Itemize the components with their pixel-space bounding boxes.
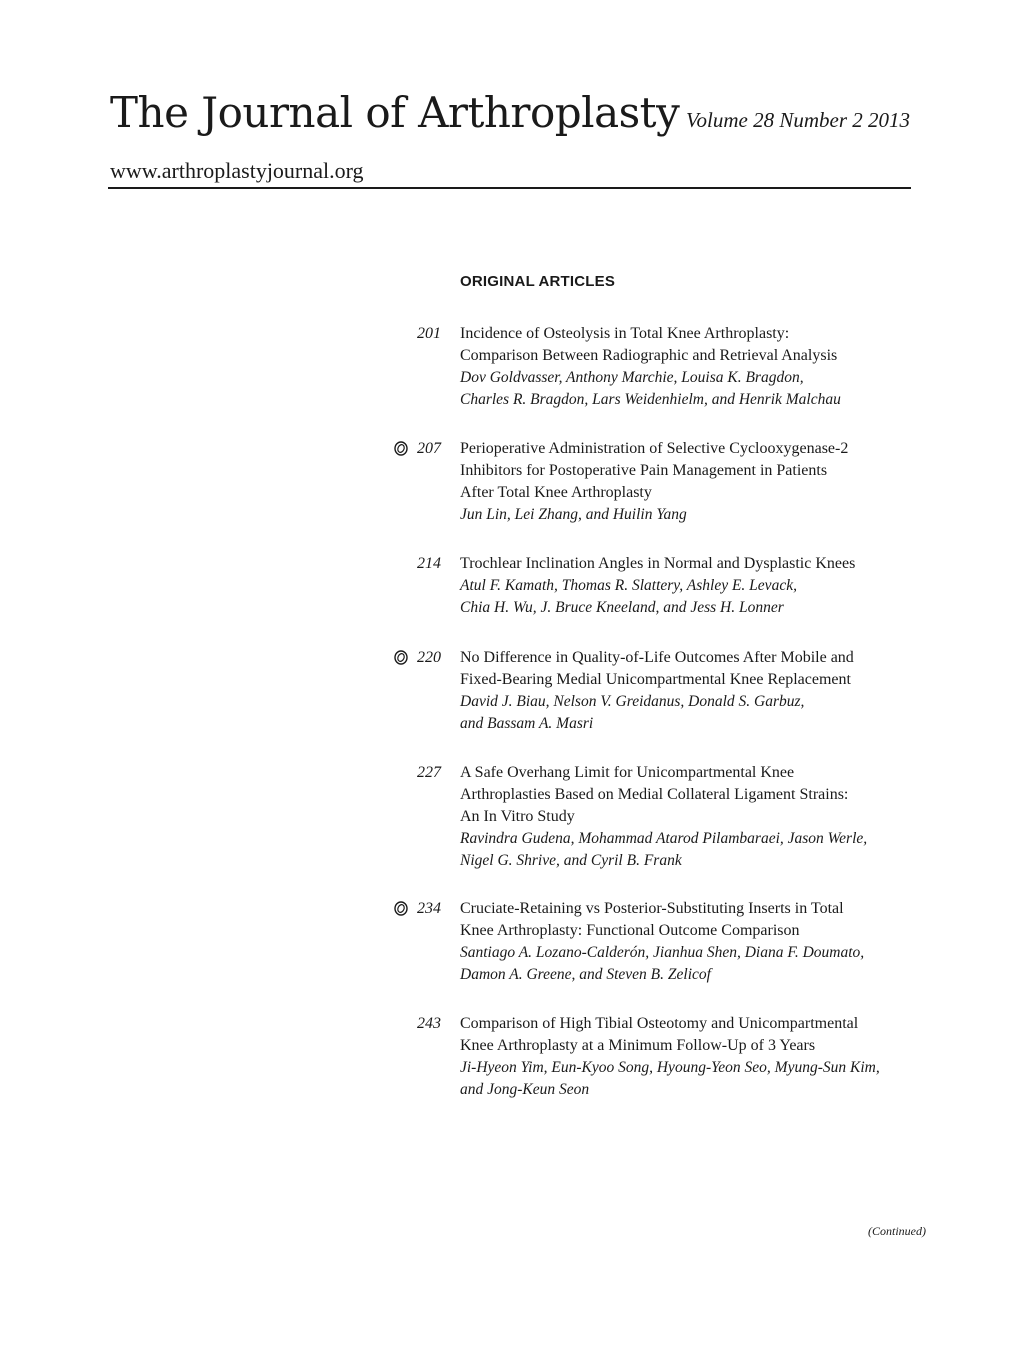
article-title-line[interactable]: Trochlear Inclination Angles in Normal and Dysplastic Knees (460, 555, 856, 572)
article-body (460, 898, 920, 986)
article-title-line[interactable]: Inhibitors for Postoperative Pain Management in Patients (460, 462, 828, 479)
continued-note: (Continued) (868, 1224, 926, 1238)
journal-title: The Journal of Arthroplasty (110, 88, 680, 137)
article-title-line[interactable]: Knee Arthroplasty at a Minimum Follow-Up of 3 Years (460, 1037, 816, 1054)
masthead-divider (108, 187, 911, 189)
article-title-line[interactable]: Fixed-Bearing Medial Unicompartmental Knee Replacement (460, 671, 851, 688)
article-title-line[interactable]: Comparison of High Tibial Osteotomy and Unicompartmental (460, 1015, 859, 1032)
article-authors-line: Dov Goldvasser, Anthony Marchie, Louisa K. Bragdon, (460, 369, 804, 386)
article-authors-line: Chia H. Wu, J. Bruce Kneeland, and Jess H. Lonner (460, 599, 784, 616)
article-title-line[interactable]: After Total Knee Arthroplasty (460, 484, 652, 501)
article-authors-line: and Bassam A. Masri (460, 715, 594, 732)
article-body (460, 438, 920, 526)
article-authors-line: Jun Lin, Lei Zhang, and Huilin Yang (460, 506, 687, 523)
article-authors-line: Santiago A. Lozano-Calderón, Jianhua Shen, Diana F. Doumato, (460, 944, 865, 961)
section-heading: ORIGINAL ARTICLES (460, 273, 616, 290)
article-authors-line: Nigel G. Shrive, and Cyril B. Frank (460, 852, 682, 869)
article-body (460, 553, 920, 619)
page-number: 220 (417, 649, 441, 666)
article-title-line[interactable]: Arthroplasties Based on Medial Collateral Ligament Strains: (460, 786, 849, 803)
article-authors-line: David J. Biau, Nelson V. Greidanus, Donald S. Garbuz, (460, 693, 805, 710)
page-number: 227 (417, 764, 441, 781)
article-body (460, 762, 920, 872)
article-body (460, 647, 920, 735)
article-title-line[interactable]: A Safe Overhang Limit for Unicompartmental Knee (460, 764, 795, 781)
article-body (460, 323, 920, 411)
page-number: 214 (417, 555, 441, 572)
page-number: 207 (417, 440, 441, 457)
article-authors-line: Charles R. Bragdon, Lars Weidenhielm, and Henrik Malchau (460, 391, 841, 408)
article-authors-line: Atul F. Kamath, Thomas R. Slattery, Ashley E. Levack, (460, 577, 797, 594)
page-number: 243 (417, 1015, 441, 1032)
article-title-line[interactable]: Perioperative Administration of Selective Cyclooxygenase-2 (460, 440, 849, 457)
article-title-line[interactable]: An In Vitro Study (460, 808, 575, 825)
article-authors-line: Ji-Hyeon Yim, Eun-Kyoo Song, Hyoung-Yeon Seo, Myung-Sun Kim, (460, 1059, 880, 1076)
volume-info: Volume 28 Number 2 2013 (686, 108, 910, 132)
article-body (460, 1013, 920, 1101)
article-title-line[interactable]: Cruciate-Retaining vs Posterior-Substituting Inserts in Total (460, 900, 844, 917)
article-title-line[interactable]: Knee Arthroplasty: Functional Outcome Comparison (460, 922, 800, 939)
article-authors-line: and Jong-Keun Seon (460, 1081, 590, 1098)
journal-url[interactable]: www.arthroplastyjournal.org (110, 158, 364, 183)
article-title-line[interactable]: Incidence of Osteolysis in Total Knee Arthroplasty: (460, 325, 790, 342)
page-number: 201 (417, 325, 441, 342)
article-title-line[interactable]: No Difference in Quality-of-Life Outcomes After Mobile and (460, 649, 854, 666)
article-title-line[interactable]: Comparison Between Radiographic and Retrieval Analysis (460, 347, 838, 364)
article-authors-line: Damon A. Greene, and Steven B. Zelicof (460, 966, 711, 983)
article-authors-line: Ravindra Gudena, Mohammad Atarod Pilambaraei, Jason Werle, (460, 830, 868, 847)
page-number: 234 (417, 900, 441, 917)
